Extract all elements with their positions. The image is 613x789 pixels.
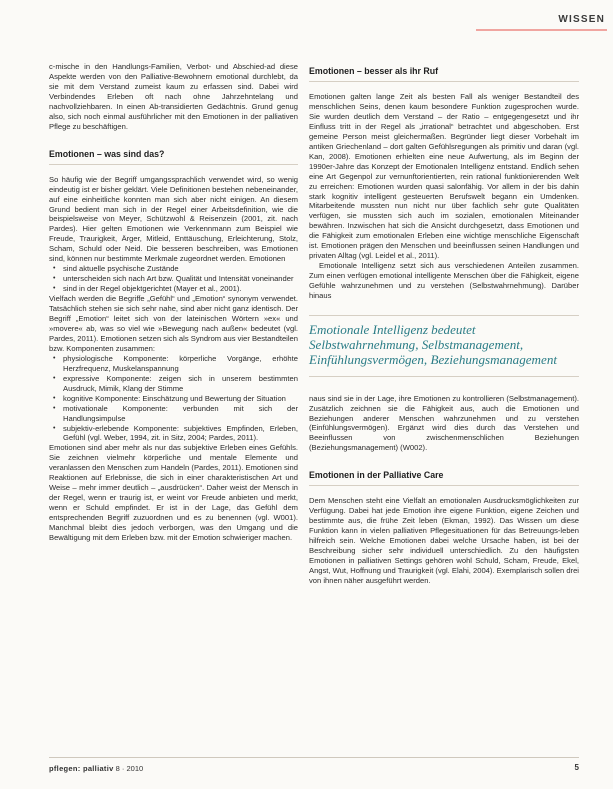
list-item: • sind aktuelle psychische Zustände — [63, 264, 298, 274]
paragraph-palliative-emotions: Dem Menschen steht eine Vielfalt an emotionalen Ausdrucksmöglichkeiten zur Verfügung. Dabei hat jede Emotion ihre eigene Funktion, eigene Zeichen und bestimmte aus, die frühe Zeit leben (Ekman, 1992). Das Wissen um diese Funktion kann in vielen palliativen Pflegesituationen für das Betreuungs-leben hilfreich sein. Welche Emotionen dabei welche Ursache haben, ist bei der Beschreibung sicher sehr individuell unterschiedlich. Zu den häufigsten Emotionen in palliativen Settings gehören wohl Schuld, Scham, Freude, Ekel, Angst, Wut, Hoffnung und Traurigkeit (vgl. Elahi, 2004). Exemplarisch sollen drei von ihnen näher ausgeführt werden. — [309, 496, 579, 585]
footer-publication — [49, 764, 143, 773]
list-item: • physiologische Komponente: körperliche Vorgänge, erhöhte Herzfrequenz, Muskelanspannung — [63, 354, 298, 374]
publication-name: pflegen: palliativ — [49, 764, 114, 773]
right-column — [309, 66, 579, 586]
heading-palliative-care: Emotionen in der Palliative Care — [309, 470, 579, 486]
heading-better-than-reputation: Emotionen – besser als ihr Ruf — [309, 66, 579, 82]
section-label: WISSEN — [558, 14, 605, 25]
list-item: • unterscheiden sich nach Art bzw. Qualität und Intensität voneinander — [63, 274, 298, 284]
list-item: • motivationale Komponente: verbunden mit sich der Handlungsimpulse — [63, 404, 298, 424]
paragraph-self-management: naus sind sie in der Lage, ihre Emotionen zu kontrollieren (Selbstmanagement). Zusätzlich zeichnen sie die Fähigkeit aus, auch die Emotionen und Beziehungen anderer Menschen wahrzunehmen und zu verstehen (Einfühlungsvermögen). Ergänzt wird dies durch das Verstehen und Beeinflussen von zwischenmenschlichen Beziehungen (Beziehungsmanagement) (W002). — [309, 393, 579, 453]
paragraph-definition: So häufig wie der Begriff umgangssprachlich verwendet wird, so wenig eindeutig ist er bisher geklärt. Viele Definitionen bestehen nebeneinander, auf eine einheitliche konnten man sich aber nicht einigen. An diesem Grund bedient man sich in der Regel einer Arbeitsdefinition, wie die beispielsweise von Meyer, Schützwohl & Reisenzein (2001, zit. nach Pardes). Hier gelten Emotionen wie Verkennmann zum Beispiel wie Freude, Traurigkeit, Ärger, Mitleid, Enttäuschung, Erleichterung, Stolz, Scham, Schuld oder Neid. Die besseren beschreiben, was Emotionen sind, können nur bestimmte Merkmale zugeordnet werden. Emotionen — [49, 174, 298, 264]
header-accent-rule — [476, 29, 607, 31]
bullet-list-characteristics — [49, 264, 298, 294]
list-item: • subjektiv-erlebende Komponente: subjektives Empfinden, Erleben, Gefühl (vgl. Weber, 1994, zit. in Sitz, 2004; Pardes, 2011). — [63, 424, 298, 444]
list-item: • sind in der Regel objektgerichtet (Mayer et al., 2001). — [63, 284, 298, 294]
paragraph-emotions-more: Emotionen sind aber mehr als nur das subjektive Erleben eines Gefühls. Sie zeichnen vielmehr körperliche und mentale Elemente und veranlassen den Menschen zum Handeln (Pardes, 2011). Emotionen sind Reaktionen auf Erlebnisse, die sich in einer charakteristischen Art und Weise – mehr immer deutlich – „ausdrücken“. Daher weist der Mensch in der Regel, wenn er traurig ist, er weint vor Freude anbieten und merkt, wenn er Schuld empfindet. Er ist in der Lage, das Gefühl dem entsprechenden Begriff zuzuordnen und es zu benennen (vgl. W001). Manchmal bleibt dies jedoch verborgen, was den Umgang und die Bewältigung mit dem Erleben bzw. mit der Emotion schwieriger machen. — [49, 443, 298, 542]
page-number: 5 — [574, 763, 579, 772]
left-column — [49, 62, 298, 543]
issue-number: 8 · 2010 — [115, 764, 144, 773]
paragraph-history: Emotionen galten lange Zeit als besten Fall als weniger Bestandteil des menschlichen Seins, denen kaum besondere Funktion zugesprochen wurde. Sie wurden deutlich dem Verstand – der Ratio – entgegengesetzt und ihr Einfluss tritt in der Regel als „irrational“ betrachtet und abgeschoben. Erst gemeine Person meist gleichermaßen. Begründer liegt dieser Vorbehalt im antiken Griechenland – dort galten Gefühlsregungen als primitiv und daran (vgl. Kan, 2008). Emotionen erhielten eine neue Aufwertung, als im Beginn der 1990er-Jahre das Konzept der Emotionalen Intelligenz entstand. Endlich sehen eine Art Gegenpol zur vernunftorientierten, rein rational funktionierenden Welt zu erreichen: Emotionen wurden quasi salonfähig. Vor allem in der bis dahin stark kognitiv intelligent gesteuerten Berufswelt begann ein Umdenken. Mitarbeitende mussten nun nicht nur über fachlich sehr gute Qualitäten verfügen, sie mussten sich auch im sozialen, emotionalen Miteinander bewähren. Inzwischen hat sich die Ansicht durchgesetzt, dass Emotionen und die Fähigkeit zum emotionalen Erleben eine wichtige menschliche Eigenschaft ist. Emotionen prägen den Menschen und beeinflussen seinen Handlungen und privaten Alltag (vgl. Leidel et al., 2011). — [309, 92, 579, 261]
pull-quote: Emotionale Intelligenz bedeutet Selbstwahrnehmung, Selbstmanagement, Einfühlungsvermögen, Beziehungsmanagement — [309, 315, 579, 377]
footer-rule — [49, 757, 579, 758]
paragraph-feeling-vs-emotion: Vielfach werden die Begriffe „Gefühl“ und „Emotion“ synonym verwendet. Tatsächlich stehen sie sich sehr nahe, sind aber nicht ganz identisch. Der Begriff „Emotion“ leitet sich von der lateinischen Wörtern »ex« und »movere« ab, was so viel wie »Bewegung nach außen« bedeutet (vgl. Pardes, 2011). Emotionen setzen sich als Syndrom aus vier Bestandteilen bzw. Komponenten zusammen: — [49, 294, 298, 353]
bullet-list-components — [49, 354, 298, 444]
paragraph-emotional-intelligence: Emotionale Intelligenz setzt sich aus verschiedenen Anteilen zusammen. Zum einen verfügen emotional intelligente Menschen über die Fähigkeit, eigene Gefühle wahrzunehmen und zu verstehen (Selbstwahrnehmung). Darüber hinaus — [309, 261, 579, 301]
intro-paragraph: c-mische in den Handlungs-Familien, Verbot- und Abschied-ad diese Aspekte werden von den Palliative-Bewohnern emotional durchlebt, da sie mit dem Verstand zumeist kaum zu erfassen sind. Dabei wird Verbindendes Erleben oft nach ohne Jahrzehntelang und nachvollziehbaren. In einen Ab-transidierten Gedächtnis. Grund genug also, sich noch einmal ausführlicher mit den Emotionen in der palliativen Pflege zu beschäftigen. — [49, 62, 298, 131]
list-item: • kognitive Komponente: Einschätzung und Bewertung der Situation — [63, 394, 298, 404]
heading-what-are-emotions: Emotionen – was sind das? — [49, 149, 298, 165]
list-item: • expressive Komponente: zeigen sich in unserem bestimmten Ausdruck, Mimik, Klang der Stimme — [63, 374, 298, 394]
